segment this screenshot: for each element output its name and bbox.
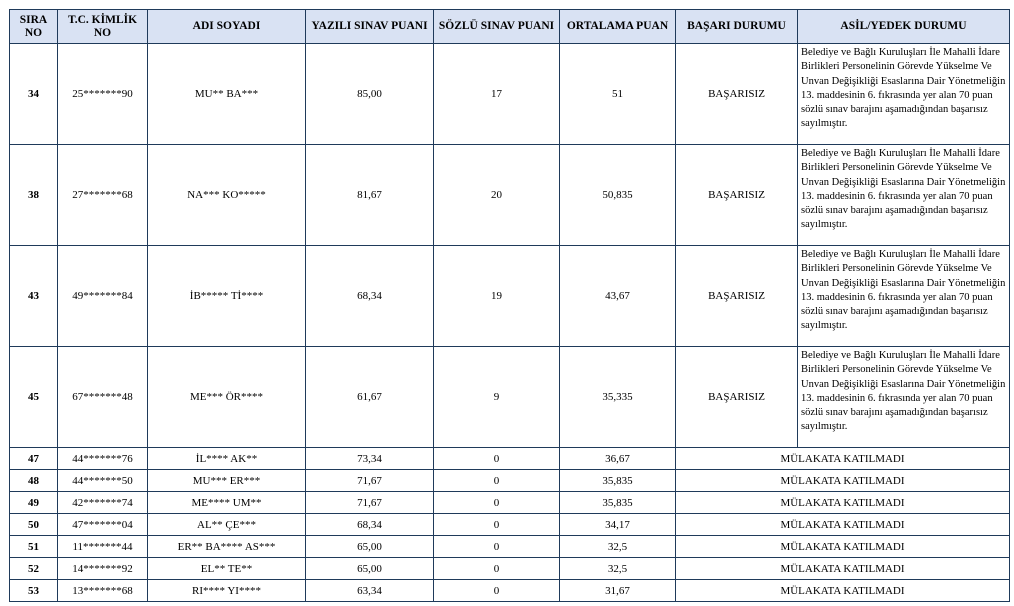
cell-tc: 13*******68: [58, 580, 148, 602]
cell-yazili: 71,67: [306, 492, 434, 514]
header-ortalama-puan: ORTALAMA PUAN: [560, 10, 676, 44]
table-row: [10, 470, 1010, 492]
cell-yazili: 65,00: [306, 558, 434, 580]
cell-ortalama: 32,5: [560, 536, 676, 558]
header-sira: SIRA NO: [10, 10, 58, 44]
header-yazili-puan: YAZILI SINAV PUANI: [306, 10, 434, 44]
cell-sira: 48: [10, 470, 58, 492]
cell-ad-soyad: NA*** KO*****: [148, 145, 306, 246]
results-table: [9, 9, 1010, 602]
cell-sozlu: 20: [434, 145, 560, 246]
cell-sira: 43: [10, 246, 58, 347]
cell-basari: BAŞARISIZ: [676, 145, 798, 246]
cell-ad-soyad: İB***** Tİ****: [148, 246, 306, 347]
cell-ortalama: 43,67: [560, 246, 676, 347]
cell-sira: 52: [10, 558, 58, 580]
table-row: [10, 145, 1010, 246]
cell-ad-soyad: ER** BA**** AS***: [148, 536, 306, 558]
cell-yazili: 63,34: [306, 580, 434, 602]
cell-yazili: 65,00: [306, 536, 434, 558]
cell-sira: 34: [10, 44, 58, 145]
cell-basari: BAŞARISIZ: [676, 246, 798, 347]
table-row: [10, 347, 1010, 448]
cell-ortalama: 35,835: [560, 492, 676, 514]
cell-ad-soyad: RI**** YI****: [148, 580, 306, 602]
cell-ad-soyad: İL**** AK**: [148, 448, 306, 470]
cell-ortalama: 35,335: [560, 347, 676, 448]
cell-asil-yedek-note: Belediye ve Bağlı Kuruluşları İle Mahalli İdare Birlikleri Personelinin Görevde Yükselme Ve Unvan Değişikliği Esaslarına Dair Yönetmeliğin 13. maddesinin 6. fıkrasında yer alan 70 puan sözlü sınav barajını aşamadığından başarısız sayılmıştır.: [798, 246, 1010, 347]
cell-tc: 27*******68: [58, 145, 148, 246]
cell-yazili: 73,34: [306, 448, 434, 470]
cell-sozlu: 19: [434, 246, 560, 347]
cell-tc: 14*******92: [58, 558, 148, 580]
cell-mulakat-status: MÜLAKATA KATILMADI: [676, 514, 1010, 536]
cell-tc: 42*******74: [58, 492, 148, 514]
cell-sira: 53: [10, 580, 58, 602]
header-row: [10, 10, 1010, 44]
cell-tc: 44*******50: [58, 470, 148, 492]
cell-sira: 50: [10, 514, 58, 536]
cell-mulakat-status: MÜLAKATA KATILMADI: [676, 470, 1010, 492]
cell-tc: 47*******04: [58, 514, 148, 536]
cell-yazili: 85,00: [306, 44, 434, 145]
cell-sira: 49: [10, 492, 58, 514]
cell-sira: 38: [10, 145, 58, 246]
cell-sozlu: 0: [434, 558, 560, 580]
cell-ad-soyad: MU*** ER***: [148, 470, 306, 492]
table-row: [10, 492, 1010, 514]
table-row: [10, 448, 1010, 470]
cell-mulakat-status: MÜLAKATA KATILMADI: [676, 536, 1010, 558]
cell-asil-yedek-note: Belediye ve Bağlı Kuruluşları İle Mahalli İdare Birlikleri Personelinin Görevde Yükselme Ve Unvan Değişikliği Esaslarına Dair Yönetmeliğin 13. maddesinin 6. fıkrasında yer alan 70 puan sözlü sınav barajını aşamadığından başarısız sayılmıştır.: [798, 145, 1010, 246]
cell-sira: 51: [10, 536, 58, 558]
cell-ad-soyad: EL** TE**: [148, 558, 306, 580]
cell-sozlu: 0: [434, 492, 560, 514]
cell-sira: 47: [10, 448, 58, 470]
table-row: [10, 580, 1010, 602]
cell-sozlu: 0: [434, 470, 560, 492]
cell-sira: 45: [10, 347, 58, 448]
cell-ad-soyad: MU** BA***: [148, 44, 306, 145]
cell-yazili: 68,34: [306, 246, 434, 347]
cell-yazili: 68,34: [306, 514, 434, 536]
cell-tc: 67*******48: [58, 347, 148, 448]
cell-mulakat-status: MÜLAKATA KATILMADI: [676, 580, 1010, 602]
header-basari-durumu: BAŞARI DURUMU: [676, 10, 798, 44]
cell-yazili: 61,67: [306, 347, 434, 448]
cell-ad-soyad: AL** ÇE***: [148, 514, 306, 536]
cell-tc: 25*******90: [58, 44, 148, 145]
cell-tc: 49*******84: [58, 246, 148, 347]
cell-ad-soyad: ME*** ÖR****: [148, 347, 306, 448]
cell-asil-yedek-note: Belediye ve Bağlı Kuruluşları İle Mahalli İdare Birlikleri Personelinin Görevde Yükselme Ve Unvan Değişikliği Esaslarına Dair Yönetmeliğin 13. maddesinin 6. fıkrasında yer alan 70 puan sözlü sınav barajını aşamadığından başarısız sayılmıştır.: [798, 44, 1010, 145]
cell-mulakat-status: MÜLAKATA KATILMADI: [676, 558, 1010, 580]
table-row: [10, 536, 1010, 558]
cell-ortalama: 51: [560, 44, 676, 145]
cell-sozlu: 9: [434, 347, 560, 448]
table-row: [10, 514, 1010, 536]
cell-ortalama: 31,67: [560, 580, 676, 602]
table-row: [10, 44, 1010, 145]
cell-mulakat-status: MÜLAKATA KATILMADI: [676, 448, 1010, 470]
cell-sozlu: 0: [434, 536, 560, 558]
cell-ortalama: 35,835: [560, 470, 676, 492]
cell-ortalama: 50,835: [560, 145, 676, 246]
header-tc-kimlik: T.C. KİMLİK NO: [58, 10, 148, 44]
cell-ad-soyad: ME**** UM**: [148, 492, 306, 514]
header-adi-soyadi: ADI SOYADI: [148, 10, 306, 44]
cell-sozlu: 0: [434, 514, 560, 536]
cell-sozlu: 0: [434, 448, 560, 470]
cell-mulakat-status: MÜLAKATA KATILMADI: [676, 492, 1010, 514]
cell-basari: BAŞARISIZ: [676, 44, 798, 145]
cell-yazili: 81,67: [306, 145, 434, 246]
cell-asil-yedek-note: Belediye ve Bağlı Kuruluşları İle Mahalli İdare Birlikleri Personelinin Görevde Yükselme Ve Unvan Değişikliği Esaslarına Dair Yönetmeliğin 13. maddesinin 6. fıkrasında yer alan 70 puan sözlü sınav barajını aşamadığından başarısız sayılmıştır.: [798, 347, 1010, 448]
cell-tc: 11*******44: [58, 536, 148, 558]
header-sozlu-puan: SÖZLÜ SINAV PUANI: [434, 10, 560, 44]
cell-ortalama: 34,17: [560, 514, 676, 536]
cell-tc: 44*******76: [58, 448, 148, 470]
cell-sozlu: 0: [434, 580, 560, 602]
cell-sozlu: 17: [434, 44, 560, 145]
cell-ortalama: 32,5: [560, 558, 676, 580]
cell-ortalama: 36,67: [560, 448, 676, 470]
cell-basari: BAŞARISIZ: [676, 347, 798, 448]
cell-yazili: 71,67: [306, 470, 434, 492]
header-asil-yedek: ASİL/YEDEK DURUMU: [798, 10, 1010, 44]
table-row: [10, 558, 1010, 580]
table-row: [10, 246, 1010, 347]
